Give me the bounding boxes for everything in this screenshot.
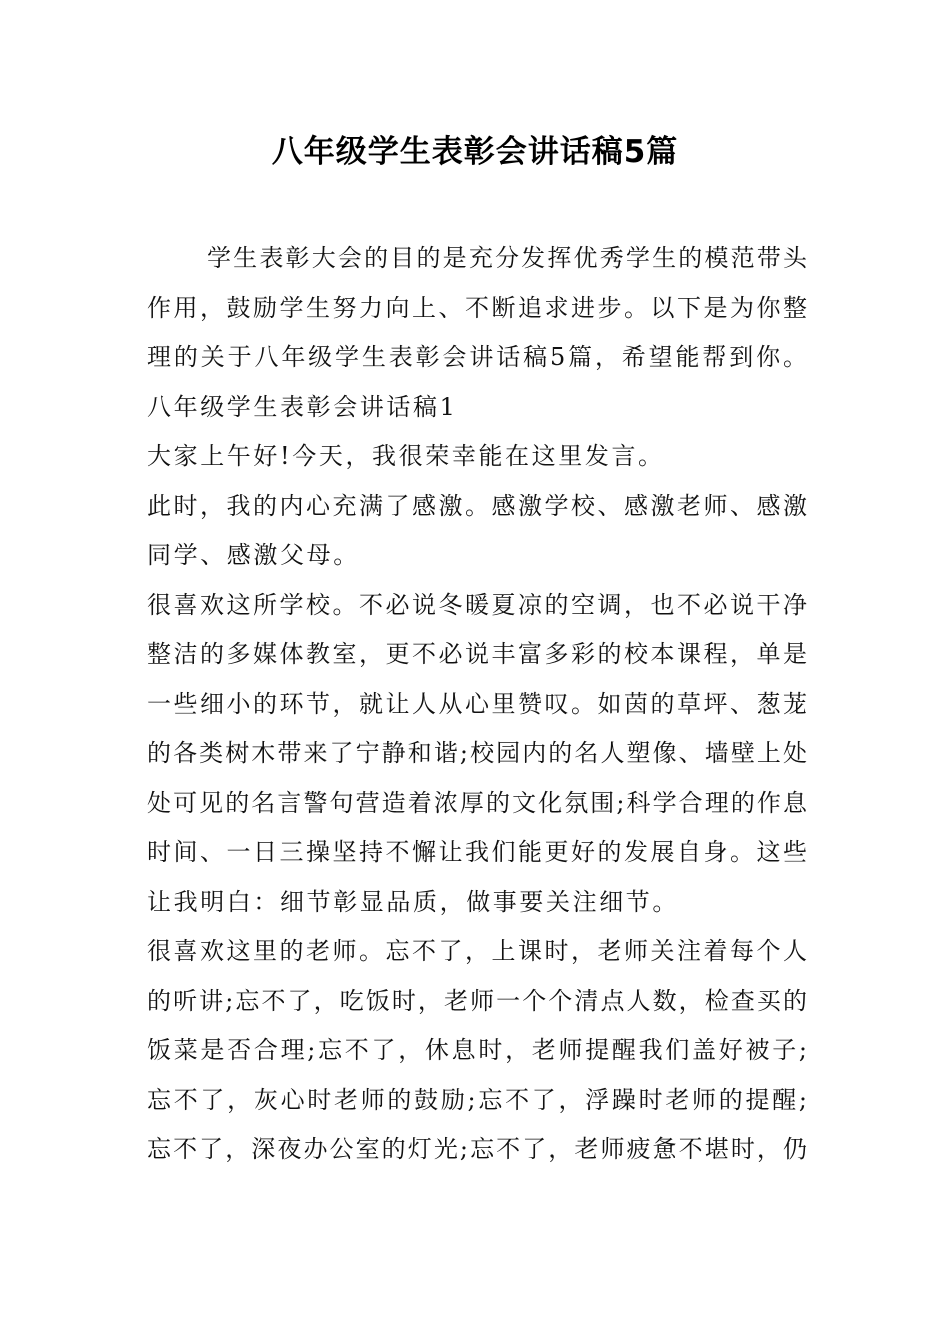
paragraph-line: 时间、一日三操坚持不懈让我们能更好的发展自身。这些 <box>147 838 807 866</box>
paragraph-line: 忘不了，灰心时老师的鼓励;忘不了，浮躁时老师的提醒; <box>147 1085 807 1114</box>
section-heading: 八年级学生表彰会讲话稿1 <box>147 392 458 421</box>
paragraph-line: 的各类树木带来了宁静和谐;校园内的名人塑像、墙壁上处 <box>147 739 807 767</box>
paragraph-line: 此时，我的内心充满了感激。感激学校、感激老师、感激 <box>147 491 807 520</box>
document-title: 八年级学生表彰会讲话稿5篇 <box>271 134 679 170</box>
intro-paragraph-line: 学生表彰大会的目的是充分发挥优秀学生的模范带头 <box>207 244 807 272</box>
intro-paragraph-line: 作用，鼓励学生努力向上、不断追求进步。以下是为你整 <box>147 293 807 322</box>
paragraph-line: 饭菜是否合理;忘不了，休息时，老师提醒我们盖好被子; <box>147 1036 807 1064</box>
paragraph-line: 很喜欢这里的老师。忘不了，上课时，老师关注着每个人 <box>147 937 807 965</box>
intro-paragraph-line: 理的关于八年级学生表彰会讲话稿5篇，希望能帮到你。 <box>147 343 807 371</box>
paragraph-line: 忘不了，深夜办公室的灯光;忘不了，老师疲惫不堪时，仍 <box>147 1135 807 1163</box>
greeting-line: 大家上午好!今天，我很荣幸能在这里发言。 <box>147 442 665 470</box>
paragraph-line: 整洁的多媒体教室，更不必说丰富多彩的校本课程，单是 <box>147 640 807 668</box>
paragraph-line: 的听讲;忘不了，吃饭时，老师一个个清点人数，检查买的 <box>147 986 807 1015</box>
paragraph-line: 让我明白：细节彰显品质，做事要关注细节。 <box>147 887 679 916</box>
paragraph-line: 很喜欢这所学校。不必说冬暖夏凉的空调，也不必说干净 <box>147 590 807 619</box>
document-body <box>147 234 807 1175</box>
paragraph-line: 同学、感激父母。 <box>147 541 360 569</box>
paragraph-line: 一些细小的环节，就让人从心里赞叹。如茵的草坪、葱茏 <box>147 689 807 718</box>
paragraph-line: 处可见的名言警句营造着浓厚的文化氛围;科学合理的作息 <box>147 788 807 817</box>
